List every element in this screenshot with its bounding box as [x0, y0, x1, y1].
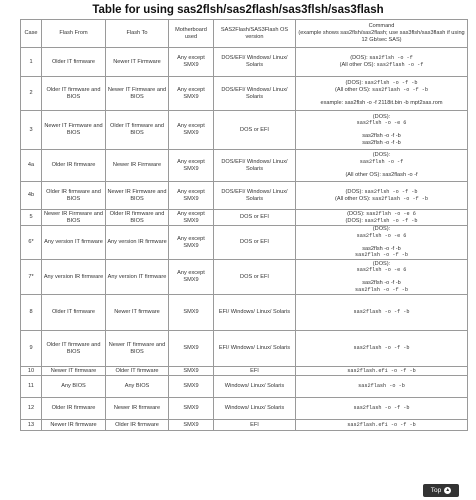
cell-flash-to: Older IT firmware	[106, 367, 169, 376]
command-line	[297, 140, 466, 147]
cell-case: 9	[21, 331, 42, 367]
header-flash-from: Flash From	[42, 20, 106, 48]
command-code: sas2flsh -o -e 6	[356, 120, 407, 127]
command-text: (All other OS):	[339, 62, 377, 68]
command-text: (DOS):	[345, 217, 365, 224]
table-row	[21, 295, 468, 331]
command-line	[297, 189, 466, 196]
command-text: (DOS):	[345, 80, 365, 87]
cell-os-version: DOS/EFI/ Windows/ Linux/ Solaris	[214, 48, 296, 77]
command-code: sas2flsh -o -f -b	[364, 188, 418, 195]
cell-motherboard: SMX9	[169, 295, 214, 331]
command-line	[297, 80, 466, 87]
cell-command	[296, 420, 468, 431]
command-text: (DOS):	[372, 152, 391, 159]
back-to-top-button[interactable]	[423, 484, 459, 497]
cell-os-version: DOS or EFI	[214, 111, 296, 150]
cell-flash-from: Older IT firmware and BIOS	[42, 77, 106, 111]
command-code: sas2flsh -o -f -b	[364, 80, 418, 87]
cell-os-version: DOS or EFI	[214, 226, 296, 260]
command-text: example: sas2flsh -o -f 2118it.bin -b mpt2sas.rom	[320, 99, 443, 106]
cell-flash-to: Newer IR firmware	[106, 398, 169, 420]
cell-flash-from: Older IR firmware	[42, 398, 106, 420]
cell-flash-to: Newer IR Firmware and BIOS	[106, 182, 169, 210]
cell-os-version: DOS/EFI/ Windows/ Linux/ Solaris	[214, 182, 296, 210]
command-line	[297, 100, 466, 107]
cell-command	[296, 226, 468, 260]
table-row	[21, 331, 468, 367]
cell-flash-to: Newer IT Firmware	[106, 48, 169, 77]
command-line	[297, 252, 466, 259]
command-line	[297, 383, 466, 390]
cell-case: 11	[21, 376, 42, 398]
command-line	[297, 159, 466, 166]
command-code: sas2flsh -o -f	[359, 159, 404, 166]
cell-flash-to: Newer IT firmware and BIOS	[106, 331, 169, 367]
command-line	[297, 233, 466, 240]
cell-flash-from: Older IT firmware and BIOS	[42, 331, 106, 367]
cell-os-version: EFI/ Windows/ Linux/ Solaris	[214, 331, 296, 367]
command-code: sas2flash.efi -o -f -b	[347, 367, 416, 374]
command-line	[297, 368, 466, 375]
command-code: sas2flsh -o -f -b	[355, 252, 408, 259]
cell-flash-to: Older IR firmware and BIOS	[106, 210, 169, 226]
cell-case: 3	[21, 111, 42, 150]
cell-flash-from: Newer IR firmware	[42, 420, 106, 431]
command-line	[297, 226, 466, 233]
command-line	[297, 422, 466, 429]
command-code: sas2flash -o -b	[358, 383, 405, 390]
command-code: sas2flsh -o -f	[369, 55, 413, 62]
cell-command	[296, 77, 468, 111]
cell-case: 4b	[21, 182, 42, 210]
command-line	[297, 211, 466, 218]
cell-motherboard: SMX9	[169, 420, 214, 431]
cell-motherboard: Any except SMX9	[169, 226, 214, 260]
cell-flash-from: Newer IR Firmware and BIOS	[42, 210, 106, 226]
cell-command	[296, 111, 468, 150]
cell-flash-to: Newer IT Firmware and BIOS	[106, 77, 169, 111]
cell-motherboard: Any except SMX9	[169, 260, 214, 295]
table-row	[21, 210, 468, 226]
command-code: sas2flash.efi -o -f -b	[347, 421, 416, 428]
command-text: (DOS):	[372, 226, 391, 233]
cell-flash-to: Any BIOS	[106, 376, 169, 398]
cell-flash-from: Any version IT firmware	[42, 226, 106, 260]
cell-case: 12	[21, 398, 42, 420]
header-command-note: (example shows sas2flsh/sas2flash; use sas3flsh/sas3flash if using 12 Gb/sec SAS)	[298, 30, 465, 43]
command-line	[297, 287, 466, 294]
cell-flash-from: Older IR firmware and BIOS	[42, 182, 106, 210]
cell-case: 13	[21, 420, 42, 431]
command-line	[297, 120, 466, 127]
command-line	[297, 309, 466, 316]
command-text: sas2flsh -o -f -b	[362, 133, 401, 139]
cell-flash-to: Newer IR Firmware	[106, 150, 169, 182]
cell-flash-to: Any version IT firmware	[106, 260, 169, 295]
cell-motherboard: SMX9	[169, 376, 214, 398]
cell-flash-to: Newer IT firmware	[106, 295, 169, 331]
table-row	[21, 376, 468, 398]
command-line	[297, 196, 466, 203]
command-text: sas2flsh -o -f -b	[362, 245, 401, 252]
cell-motherboard: SMX9	[169, 367, 214, 376]
cell-motherboard: Any except SMX9	[169, 111, 214, 150]
cell-os-version: Windows/ Linux/ Solaris	[214, 398, 296, 420]
command-line	[297, 152, 466, 159]
cell-motherboard: Any except SMX9	[169, 150, 214, 182]
cell-case: 6*	[21, 226, 42, 260]
cell-case: 10	[21, 367, 42, 376]
page-title: Table for using sas2flsh/sas2flash/sas3flsh/sas3flash	[92, 4, 384, 16]
command-line	[297, 133, 466, 140]
command-text: (DOS):	[372, 260, 391, 267]
command-code: sas2flsh -o -e 6	[356, 267, 407, 274]
table-row	[21, 77, 468, 111]
command-line	[297, 55, 466, 62]
table-header-row	[21, 20, 468, 48]
command-code: sas2flash -o -f -b	[353, 405, 410, 412]
cell-os-version: DOS or EFI	[214, 260, 296, 295]
header-motherboard: Motherboard used	[169, 20, 214, 48]
table-row	[21, 367, 468, 376]
cell-flash-to: Older IR firmware	[106, 420, 169, 431]
command-code: sas2flash -o -f -b	[371, 195, 429, 202]
command-line	[297, 345, 466, 352]
command-code: sas2flsh -o -f -b	[355, 286, 408, 293]
cell-os-version: Windows/ Linux/ Solaris	[214, 376, 296, 398]
command-code: sas2flsh -o -e 6	[366, 210, 416, 217]
command-line	[297, 62, 466, 69]
table-row	[21, 260, 468, 295]
cell-command	[296, 210, 468, 226]
table-row	[21, 48, 468, 77]
table-row	[21, 226, 468, 260]
header-command-title: Command	[368, 23, 395, 30]
cell-os-version: DOS/EFI/ Windows/ Linux/ Solaris	[214, 77, 296, 111]
table-row	[21, 398, 468, 420]
cell-flash-from: Any BIOS	[42, 376, 106, 398]
cell-motherboard: Any except SMX9	[169, 77, 214, 111]
table-row	[21, 420, 468, 431]
cell-motherboard: Any except SMX9	[169, 210, 214, 226]
cell-motherboard: SMX9	[169, 331, 214, 367]
cell-flash-to: Any version IR firmware	[106, 226, 169, 260]
command-code: sas2flsh -o -f -b	[364, 217, 418, 224]
command-text: (DOS):	[350, 55, 370, 62]
command-line	[297, 114, 466, 121]
cell-flash-from: Newer IT firmware	[42, 367, 106, 376]
header-flash-to: Flash To	[106, 20, 169, 48]
cell-os-version: DOS/EFI/ Windows/ Linux/ Solaris	[214, 150, 296, 182]
command-line	[297, 405, 466, 412]
command-code: sas2flash -o -f -b	[371, 87, 429, 94]
cell-command	[296, 48, 468, 77]
cell-case: 7*	[21, 260, 42, 295]
command-text: sas2flsh -o -f -b	[362, 280, 401, 286]
header-case: Case	[21, 20, 42, 48]
command-code: sas2flash -o -f -b	[353, 345, 410, 352]
cell-command	[296, 376, 468, 398]
table-row	[21, 111, 468, 150]
cell-command	[296, 367, 468, 376]
command-line	[297, 261, 466, 268]
command-line	[297, 246, 466, 253]
cell-flash-from: Older IT firmware	[42, 48, 106, 77]
table-row	[21, 182, 468, 210]
cell-flash-from: Any version IR firmware	[42, 260, 106, 295]
command-code: sas2flsh -o -e 6	[356, 232, 407, 239]
command-code: sas2flash -o -f	[376, 62, 424, 68]
cell-case: 2	[21, 77, 42, 111]
cell-command	[296, 150, 468, 182]
cell-os-version: EFI	[214, 420, 296, 431]
command-text: (DOS):	[347, 210, 367, 217]
cell-case: 5	[21, 210, 42, 226]
header-command	[296, 20, 468, 48]
cell-flash-from: Older IT firmware	[42, 295, 106, 331]
command-code: sas2flash -o -f -b	[353, 309, 410, 316]
command-text: (DOS):	[345, 188, 365, 195]
cell-motherboard: Any except SMX9	[169, 48, 214, 77]
top-button-label: Top	[430, 487, 442, 494]
cell-flash-from: Older IR firmware	[42, 150, 106, 182]
cell-command	[296, 260, 468, 295]
command-text: (All other OS): sas2flash -o -f	[345, 171, 418, 178]
cell-motherboard: Any except SMX9	[169, 182, 214, 210]
command-text: (All other OS):	[334, 87, 372, 94]
cell-flash-from: Newer IT Firmware and BIOS	[42, 111, 106, 150]
cell-os-version: EFI/ Windows/ Linux/ Solaris	[214, 295, 296, 331]
command-line	[297, 267, 466, 274]
cell-os-version: DOS or EFI	[214, 210, 296, 226]
command-text: sas2flsh -o -f -b	[362, 139, 401, 146]
command-line	[297, 280, 466, 287]
cell-command	[296, 295, 468, 331]
cell-case: 1	[21, 48, 42, 77]
arrow-up-icon: ▲	[445, 487, 451, 493]
cell-command	[296, 331, 468, 367]
cell-motherboard: SMX9	[169, 398, 214, 420]
cell-case: 4a	[21, 150, 42, 182]
cell-case: 8	[21, 295, 42, 331]
cell-flash-to: Older IT firmware and BIOS	[106, 111, 169, 150]
command-line	[297, 87, 466, 94]
cell-os-version: EFI	[214, 367, 296, 376]
command-line	[297, 172, 466, 179]
command-text: (DOS):	[372, 113, 391, 120]
cell-command	[296, 398, 468, 420]
flash-table	[20, 19, 468, 431]
table-row	[21, 150, 468, 182]
header-os-version: SAS2Flash/SAS3Flash OS version	[214, 20, 296, 48]
command-text: (All other OS):	[334, 195, 372, 202]
cell-command	[296, 182, 468, 210]
command-line	[297, 218, 466, 225]
